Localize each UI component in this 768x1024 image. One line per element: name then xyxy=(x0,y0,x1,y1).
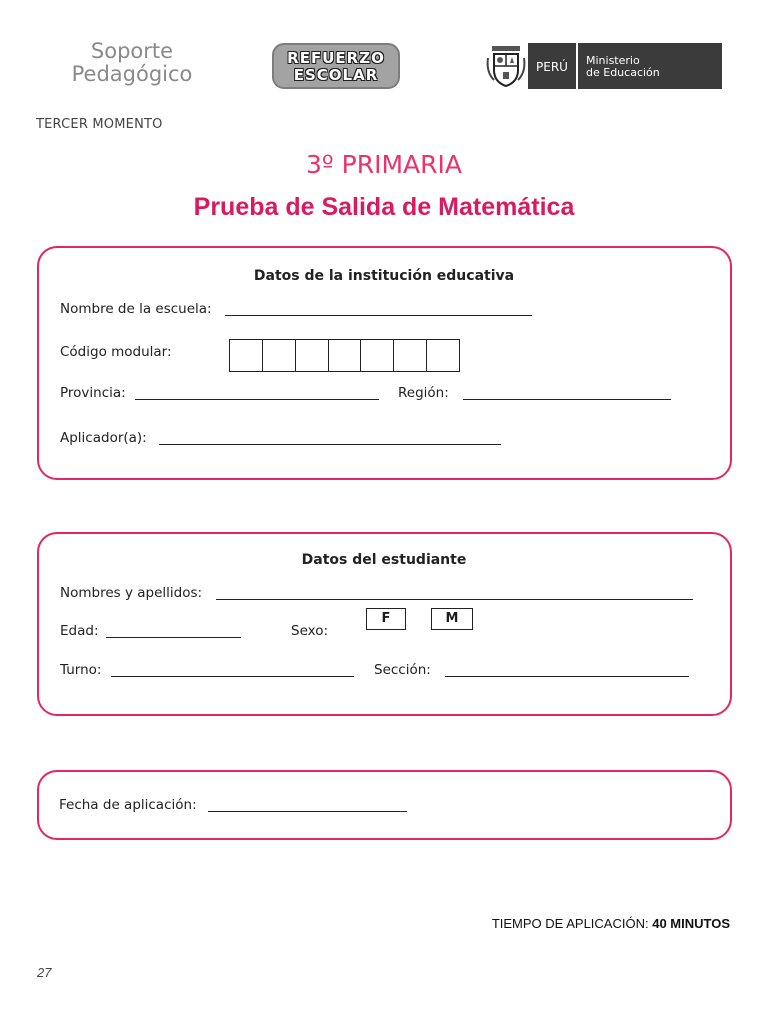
codigo-digit-box[interactable] xyxy=(361,340,394,371)
logo-refuerzo-line1: REFUERZO xyxy=(287,49,385,67)
codigo-modular-boxes[interactable] xyxy=(229,339,460,372)
refuerzo-escolar-logo xyxy=(272,43,400,89)
sexo-f-box[interactable]: F xyxy=(366,608,406,630)
sexo-label: Sexo: xyxy=(291,623,329,639)
tiempo-value: 40 MINUTOS xyxy=(652,916,730,931)
region-label: Región: xyxy=(398,385,449,401)
peru-coat-of-arms-icon xyxy=(486,44,526,88)
page-title: Prueba de Salida de Matemática xyxy=(193,193,575,221)
estudiante-heading: Datos del estudiante xyxy=(301,552,467,568)
soporte-pedagogico-logo xyxy=(62,40,202,86)
seccion-field[interactable] xyxy=(445,676,689,677)
codigo-digit-box[interactable] xyxy=(230,340,263,371)
codigo-digit-box[interactable] xyxy=(329,340,362,371)
codigo-digit-box[interactable] xyxy=(394,340,427,371)
provincia-field[interactable] xyxy=(135,399,379,400)
ministerio-line1: Ministerio xyxy=(586,54,640,67)
turno-field[interactable] xyxy=(111,676,354,677)
momento-label: TERCER MOMENTO xyxy=(36,117,163,132)
peru-label-box xyxy=(528,43,576,89)
logo-refuerzo-line2: ESCOLAR xyxy=(293,66,379,84)
tiempo-label: TIEMPO DE APLICACIÓN: xyxy=(491,916,649,931)
grade-title: 3º PRIMARIA xyxy=(306,150,462,179)
logo-soporte-line1: Soporte xyxy=(90,39,174,63)
edad-label: Edad: xyxy=(60,623,99,639)
ministerio-line2: de Educación xyxy=(586,66,660,79)
institucion-heading: Datos de la institución educativa xyxy=(253,268,515,284)
turno-label: Turno: xyxy=(60,662,102,678)
escuela-field[interactable] xyxy=(225,315,532,316)
codigo-digit-box[interactable] xyxy=(427,340,459,371)
ministerio-label-box xyxy=(578,43,722,89)
peru-label: PERÚ xyxy=(536,60,568,74)
page-number: 27 xyxy=(37,965,52,980)
codigo-digit-box[interactable] xyxy=(296,340,329,371)
fecha-label: Fecha de aplicación: xyxy=(59,797,197,813)
logo-soporte-line2: Pedagógico xyxy=(71,62,193,86)
nombres-label: Nombres y apellidos: xyxy=(60,585,203,601)
aplicador-field[interactable] xyxy=(159,444,501,445)
sexo-m-box[interactable]: M xyxy=(431,608,473,630)
tiempo-aplicacion xyxy=(492,916,730,931)
region-field[interactable] xyxy=(463,399,671,400)
fecha-field[interactable] xyxy=(208,811,407,812)
nombres-field[interactable] xyxy=(216,599,693,600)
aplicador-label: Aplicador(a): xyxy=(60,430,147,446)
seccion-label: Sección: xyxy=(374,662,431,678)
provincia-label: Provincia: xyxy=(60,385,126,401)
codigo-modular-label: Código modular: xyxy=(60,344,172,360)
edad-field[interactable] xyxy=(106,637,241,638)
escuela-label: Nombre de la escuela: xyxy=(60,301,212,317)
codigo-digit-box[interactable] xyxy=(263,340,296,371)
